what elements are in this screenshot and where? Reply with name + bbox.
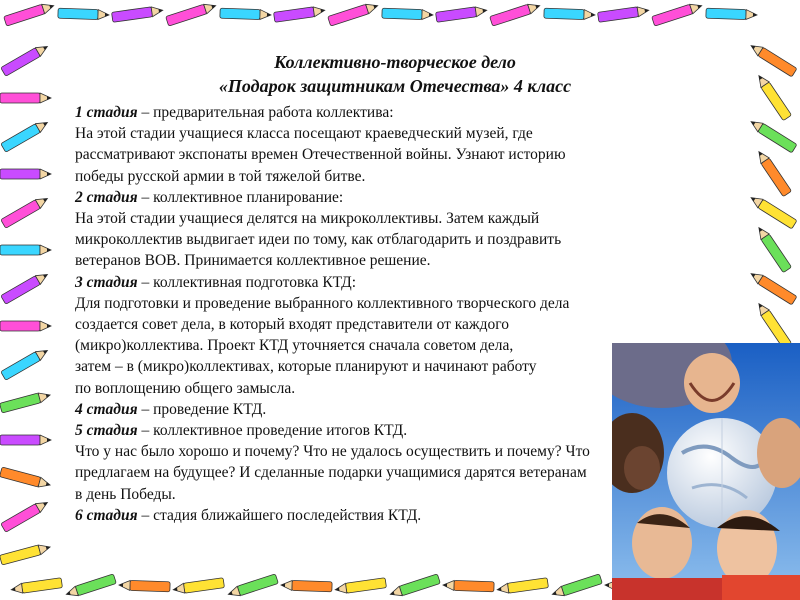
pencil-43 [755,301,792,349]
pencil-41 [748,269,797,305]
stages-list [75,102,655,526]
pencil-9 [227,574,279,599]
stage-label: 2 стадия [75,188,138,206]
pencil-7 [173,578,225,595]
pencil-0 [4,1,56,26]
stage-text-line: На этой стадии учащиеся класса посещают краеведческий музей, где [75,125,533,143]
title-line-1: Коллективно-творческое дело [274,52,516,72]
stage-label: 1 стадия [75,104,138,121]
pencil-33 [748,117,797,153]
stage-heading-text: – коллективное планирование: [137,188,344,206]
pencil-4 [112,5,164,22]
pencil-39 [755,225,792,273]
stage-heading-text: – предварительная работа коллектива: [137,104,394,121]
pencil-15 [389,574,441,599]
stage-text-line: по воплощению общего замысла. [75,379,296,397]
pencil-35 [755,149,792,197]
pencil-28 [1,42,50,76]
stage-text-line: затем – в (микро)коллективах, которые планируют и начинают работу [75,358,537,376]
pencil-11 [281,580,332,592]
pencil-2 [58,8,109,20]
pencil-26 [706,8,757,20]
pencil-45 [0,390,51,413]
pencil-3 [65,574,117,599]
pencil-5 [119,580,170,592]
stage-text-line: предлагаем на будущее? И сделанные подарки учащимися дарятся ветеранам [75,464,587,482]
stage-text-line: в день Победы. [75,485,176,503]
pencil-20 [544,8,595,20]
stage-heading-text: – коллективная подготовка КТД: [137,273,357,291]
pencil-6 [166,1,218,26]
stage-heading-text: – стадия ближайшего последействия КТД. [137,506,422,524]
stage-4-heading [75,399,655,420]
slide-title [75,50,655,98]
stage-label: 6 стадия [75,506,138,524]
pencil-30 [0,93,51,103]
stage-text-line: рассматривают экспонаты времен Отечественной войны. Узнают историю [75,146,566,164]
stage-3-heading [75,272,655,293]
stage-text-line: (микро)коллектива. Проект КТД уточняется сначала советом дела, [75,337,514,355]
pencil-18 [490,1,542,26]
pencil-40 [1,270,50,304]
pencil-44 [1,346,50,380]
stage-label: 5 стадия [75,422,138,440]
stage-1-heading [75,102,655,123]
pencil-16 [436,5,488,22]
pencil-13 [335,578,387,595]
pencil-22 [598,5,650,22]
children-globe-photo [612,343,800,600]
pencil-42 [0,321,51,331]
pencil-46 [0,435,51,445]
pencil-10 [274,5,326,22]
pencil-21 [551,574,603,599]
stage-5-heading [75,420,655,441]
stage-text-line: микроколлектив выдвигает идеи по тому, как отблагодарить и поздравить [75,231,562,249]
pencil-38 [0,245,51,255]
pencil-49 [0,542,51,565]
pencil-8 [220,8,271,20]
stage-text-line: победы русской армии в той тяжелой битве. [75,167,366,185]
pencil-24 [652,1,704,26]
pencil-32 [1,118,50,152]
stage-2-heading [75,187,655,208]
stage-label: 4 стадия [75,400,138,418]
pencil-12 [328,1,380,26]
pencil-47 [0,467,51,490]
pencil-48 [1,498,50,532]
slide-text [75,50,655,526]
pencil-1 [11,578,63,595]
stage-text-line: создается совет дела, в который входят представители от каждого [75,316,509,334]
stage-label: 3 стадия [75,273,138,291]
pencil-36 [1,194,50,228]
pencil-19 [497,578,549,595]
stage-heading-text: – коллективное проведение итогов КТД. [137,422,408,440]
pencil-14 [382,8,433,20]
stage-heading-text: – проведение КТД. [137,400,267,418]
title-line-2: «Подарок защитникам Отечества» 4 класс [218,76,572,96]
pencil-34 [0,169,51,179]
pencil-31 [755,73,792,121]
pencil-29 [748,41,797,77]
stage-text-line: Что у нас было хорошо и почему? Что не удалось осуществить и почему? Что [75,443,590,461]
pencil-17 [443,580,494,592]
stage-text-line: ветеранов ВОВ. Принимается коллективное решение. [75,252,431,270]
stage-6-heading [75,505,655,526]
pencil-37 [748,193,797,229]
stage-text-line: Для подготовки и проведение выбранного коллективного творческого дела [75,294,570,312]
stage-text-line: На этой стадии учащиеся делятся на микроколлективы. Затем каждый [75,210,540,228]
